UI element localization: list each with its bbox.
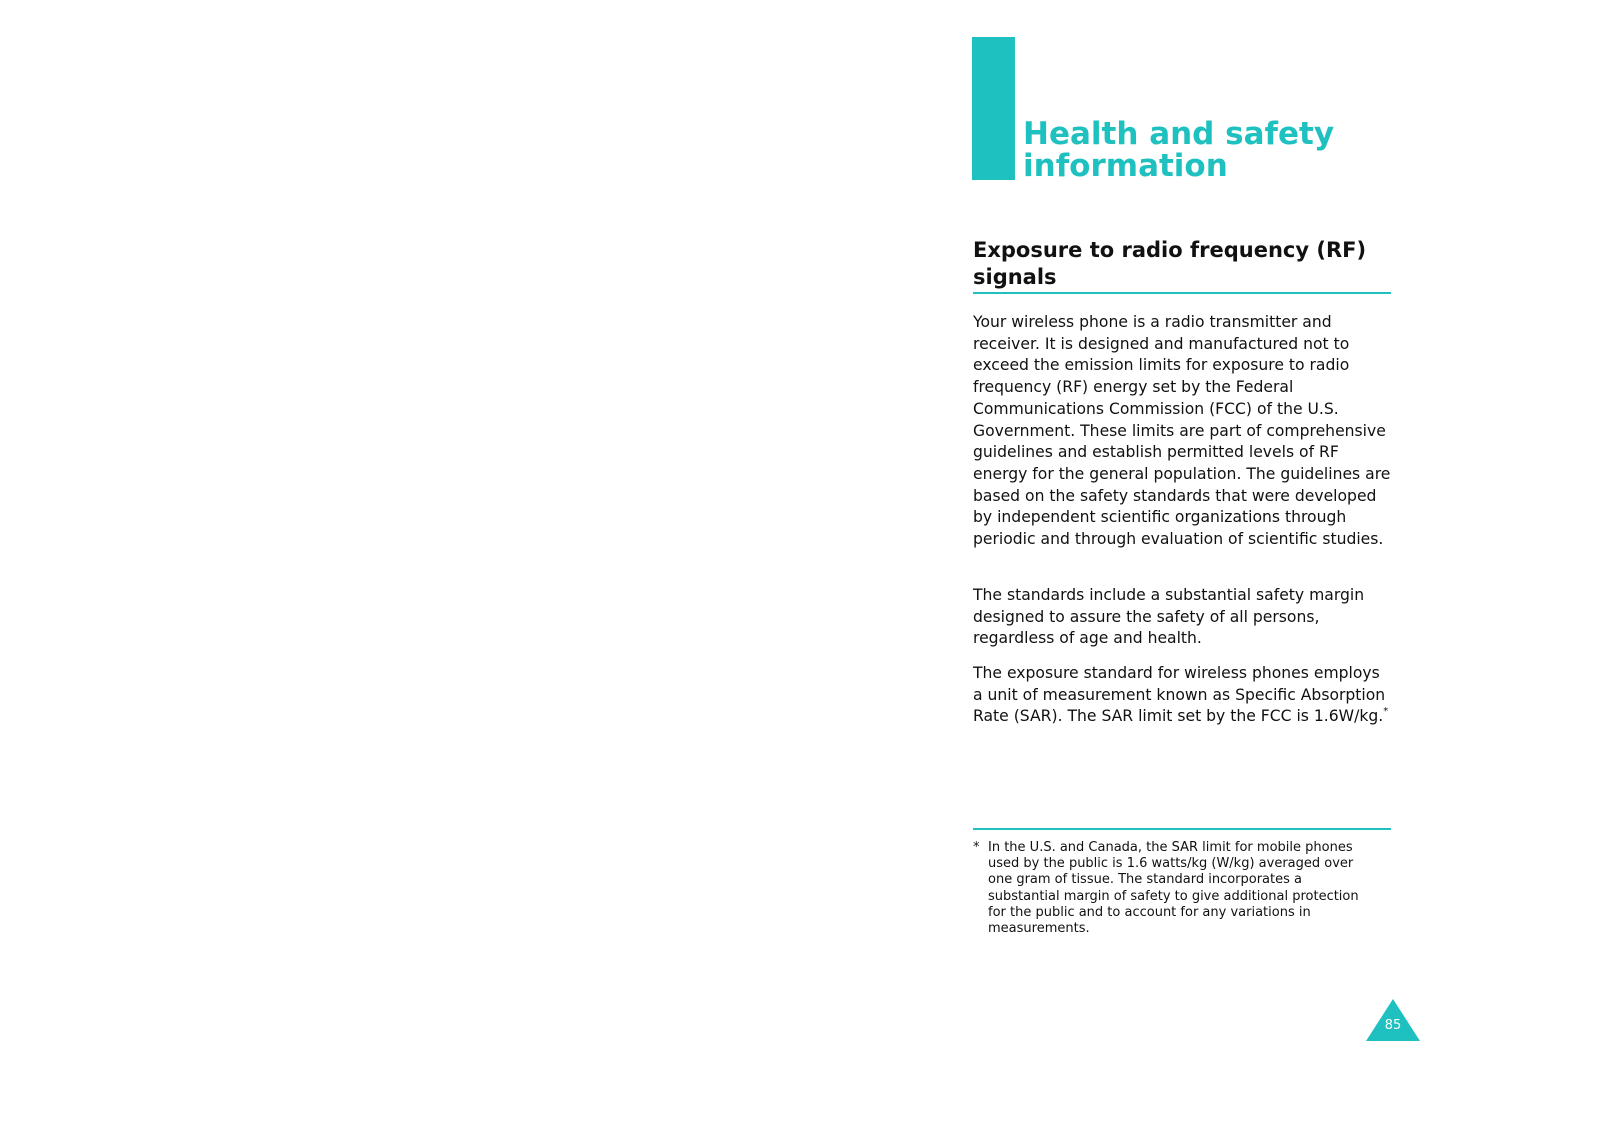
chapter-title — [1023, 118, 1334, 182]
footnote-reference-marker: * — [1383, 706, 1389, 718]
footnote — [973, 840, 1373, 937]
body-paragraph-1: Your wireless phone is a radio transmitter and receiver. It is designed and manufactured not to exceed the emission limits for exposure to radio frequency (RF) energy set by the Federal Communications Commission (FCC) of the U.S. Government. These limits are part of comprehensive guidelines and establish permitted levels of RF energy for the general population. The guidelines are based on the safety standards that were developed by independent scientific organizations through periodic and through evaluation of scientific studies. — [973, 313, 1391, 549]
chapter-title-line-1: Health and safety — [1023, 116, 1335, 152]
page-number-badge — [1366, 999, 1420, 1041]
footnote-text: In the U.S. and Canada, the SAR limit for mobile phones used by the public is 1.6 watts/kg (W/kg) averaged over one gram of tissue. The standard incorporates a substantial margin of safety to give additional protection for the public and to account for any variations in measurements. — [988, 840, 1359, 937]
section-divider — [973, 292, 1391, 294]
section-heading: Exposure to radio frequency (RF) signals — [973, 238, 1367, 289]
footnote-marker: * — [973, 840, 980, 855]
page-number: 85 — [1384, 1018, 1402, 1033]
chapter-accent-bar — [972, 37, 1015, 180]
body-paragraph-2: The standards include a substantial safety margin designed to assure the safety of all persons, regardless of age and health. — [973, 586, 1365, 648]
body-paragraph-3 — [973, 663, 1393, 728]
body-paragraph-3-text: The exposure standard for wireless phones employs a unit of measurement known as Specific Absorption Rate (SAR). The SAR limit set by the FCC is 1.6W/kg. — [973, 664, 1386, 726]
chapter-title-line-2: information — [1023, 148, 1228, 184]
footnote-divider — [973, 828, 1391, 830]
